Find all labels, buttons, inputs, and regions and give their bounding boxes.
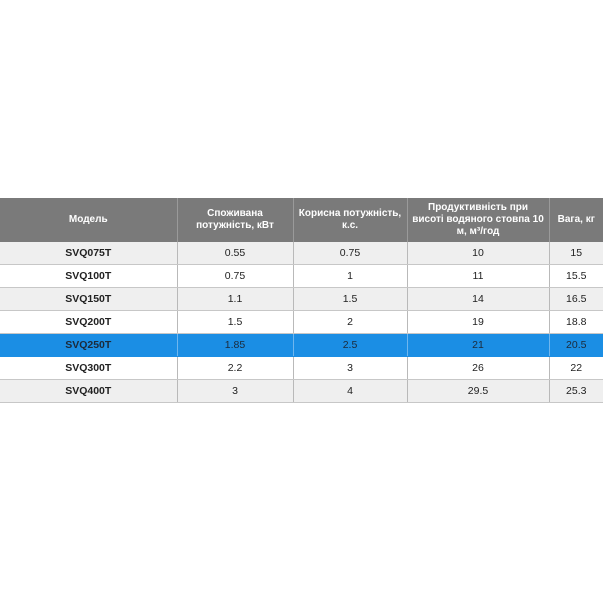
cell-weight: 20.5 xyxy=(549,334,603,357)
cell-productivity: 29.5 xyxy=(407,380,549,403)
cell-power-hp: 0.75 xyxy=(293,242,407,265)
cell-power-kw: 1.85 xyxy=(177,334,293,357)
table-row xyxy=(0,242,603,265)
cell-productivity: 11 xyxy=(407,265,549,288)
table-row xyxy=(0,380,603,403)
cell-power-hp: 1.5 xyxy=(293,288,407,311)
cell-productivity: 26 xyxy=(407,357,549,380)
cell-weight: 22 xyxy=(549,357,603,380)
cell-power-hp: 2.5 xyxy=(293,334,407,357)
cell-weight: 16.5 xyxy=(549,288,603,311)
header-model: Модель xyxy=(0,198,177,242)
cell-power-kw: 1.1 xyxy=(177,288,293,311)
header-row xyxy=(0,198,603,242)
cell-weight: 18.8 xyxy=(549,311,603,334)
table-row xyxy=(0,334,603,357)
spec-table xyxy=(0,198,603,403)
cell-model: SVQ300T xyxy=(0,357,177,380)
table-header xyxy=(0,198,603,242)
cell-weight: 25.3 xyxy=(549,380,603,403)
header-weight: Вага, кг xyxy=(549,198,603,242)
table-row xyxy=(0,357,603,380)
cell-model: SVQ200T xyxy=(0,311,177,334)
cell-weight: 15 xyxy=(549,242,603,265)
table-row xyxy=(0,265,603,288)
cell-productivity: 14 xyxy=(407,288,549,311)
cell-power-hp: 2 xyxy=(293,311,407,334)
cell-productivity: 21 xyxy=(407,334,549,357)
header-power-kw: Споживана потужність, кВт xyxy=(177,198,293,242)
cell-power-kw: 0.75 xyxy=(177,265,293,288)
cell-power-hp: 4 xyxy=(293,380,407,403)
cell-model: SVQ250T xyxy=(0,334,177,357)
table-row xyxy=(0,311,603,334)
cell-model: SVQ150T xyxy=(0,288,177,311)
cell-productivity: 19 xyxy=(407,311,549,334)
cell-power-hp: 1 xyxy=(293,265,407,288)
header-productivity: Продуктивність при висоті водяного стовпа 10 м, м³/год xyxy=(407,198,549,242)
cell-model: SVQ400T xyxy=(0,380,177,403)
cell-model: SVQ075T xyxy=(0,242,177,265)
cell-productivity: 10 xyxy=(407,242,549,265)
cell-weight: 15.5 xyxy=(549,265,603,288)
cell-power-kw: 2.2 xyxy=(177,357,293,380)
cell-model: SVQ100T xyxy=(0,265,177,288)
cell-power-kw: 1.5 xyxy=(177,311,293,334)
header-power-hp: Корисна потужність, к.с. xyxy=(293,198,407,242)
cell-power-kw: 0.55 xyxy=(177,242,293,265)
table-body xyxy=(0,242,603,403)
cell-power-hp: 3 xyxy=(293,357,407,380)
cell-power-kw: 3 xyxy=(177,380,293,403)
table-row xyxy=(0,288,603,311)
